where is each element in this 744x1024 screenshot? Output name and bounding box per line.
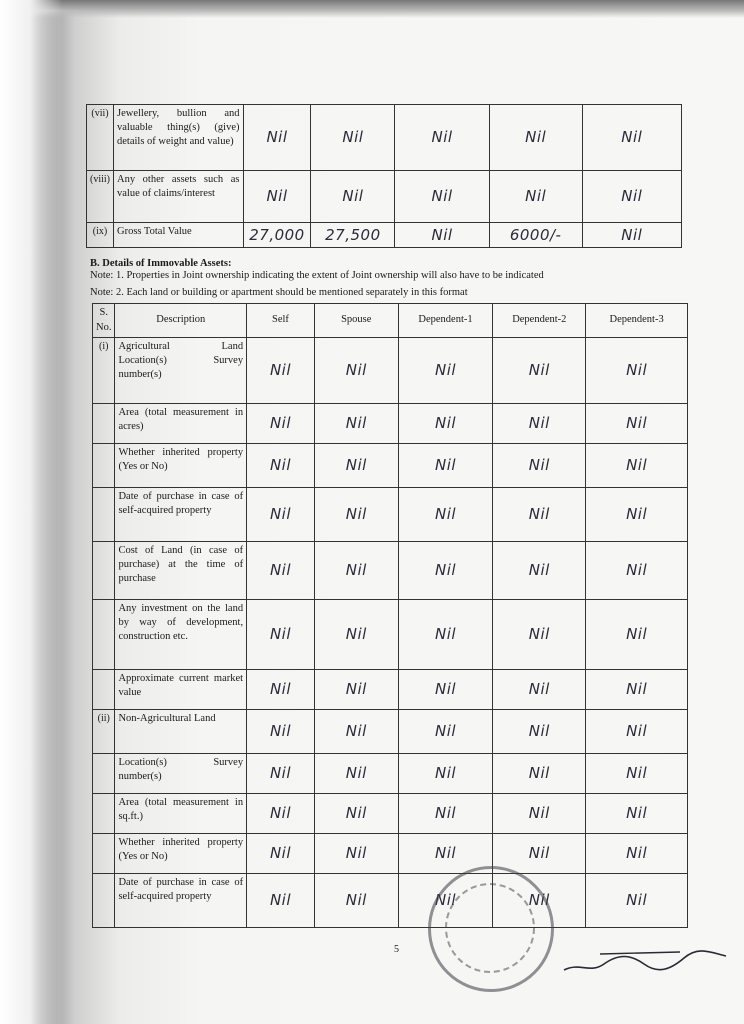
handwritten-value: Nil (398, 794, 493, 834)
handwritten-value: Nil (314, 794, 398, 834)
handwritten-value: Nil (489, 171, 582, 223)
handwritten-value: Nil (247, 794, 315, 834)
table-row (87, 223, 682, 248)
handwritten-value: Nil (493, 670, 586, 710)
handwritten-value: Nil (586, 404, 688, 444)
handwritten-value: Nil (398, 404, 493, 444)
handwritten-value: Nil (395, 171, 489, 223)
handwritten-value: Nil (398, 338, 493, 404)
handwritten-value: Nil (493, 338, 586, 404)
handwritten-value: Nil (243, 105, 311, 171)
handwritten-value: Nil (586, 754, 688, 794)
handwritten-value: Nil (314, 874, 398, 928)
handwritten-value: Nil (586, 710, 688, 754)
handwritten-value: Nil (493, 710, 586, 754)
handwritten-value: Nil (314, 670, 398, 710)
handwritten-value: Nil (247, 542, 315, 600)
row-description: Jewellery, bullion and valuable thing(s) (give) details of weight and value) (114, 105, 244, 171)
signature (560, 940, 730, 980)
row-description: Agricultural Land Location(s) Survey number(s) (115, 338, 247, 404)
scan-margin-left (0, 0, 62, 1024)
handwritten-value: Nil (398, 754, 493, 794)
table-row (93, 794, 688, 834)
row-description: Whether inherited property (Yes or No) (115, 444, 247, 488)
table-row (87, 105, 682, 171)
row-description: Cost of Land (in case of purchase) at the time of purchase (115, 542, 247, 600)
table-row (93, 404, 688, 444)
row-description: Any investment on the land by way of development, construction etc. (115, 600, 247, 670)
handwritten-value: Nil (586, 488, 688, 542)
handwritten-value: Nil (493, 488, 586, 542)
handwritten-value: Nil (314, 404, 398, 444)
handwritten-value: Nil (398, 488, 493, 542)
handwritten-value: Nil (582, 105, 681, 171)
table-row (93, 444, 688, 488)
table-row (87, 171, 682, 223)
row-description: Location(s) Survey number(s) (115, 754, 247, 794)
handwritten-value: Nil (247, 338, 315, 404)
table-row (93, 834, 688, 874)
page-number: 5 (394, 944, 399, 955)
scan-shadow-top (0, 0, 744, 18)
row-description: Non-Agricultural Land (115, 710, 247, 754)
handwritten-value: Nil (314, 488, 398, 542)
note-1: Note: 1. Properties in Joint ownership indicating the extent of Joint ownership will also have to be indicated (90, 270, 544, 281)
handwritten-value: Nil (395, 105, 489, 171)
immovable-assets-heading: B. Details of Immovable Assets: (90, 258, 232, 269)
handwritten-value: Nil (489, 105, 582, 171)
handwritten-value: Nil (311, 171, 395, 223)
handwritten-value: Nil (314, 710, 398, 754)
column-header: Self (247, 304, 315, 338)
handwritten-value: Nil (247, 488, 315, 542)
handwritten-value: Nil (586, 338, 688, 404)
row-number (93, 794, 115, 834)
row-number (93, 670, 115, 710)
handwritten-value: 6000/- (489, 223, 582, 248)
row-description: Area (total measurement in sq.ft.) (115, 794, 247, 834)
table-row (93, 754, 688, 794)
immovable-assets-table (92, 303, 688, 928)
handwritten-value: Nil (314, 834, 398, 874)
handwritten-value: Nil (582, 171, 681, 223)
handwritten-value: Nil (247, 874, 315, 928)
handwritten-value: Nil (311, 105, 395, 171)
row-description: Approximate current market value (115, 670, 247, 710)
column-header: Spouse (314, 304, 398, 338)
handwritten-value: Nil (586, 542, 688, 600)
handwritten-value: Nil (493, 754, 586, 794)
row-number (93, 874, 115, 928)
table-row (93, 488, 688, 542)
column-header: Dependent-3 (586, 304, 688, 338)
handwritten-value: Nil (586, 444, 688, 488)
handwritten-value: Nil (493, 404, 586, 444)
handwritten-value: Nil (586, 600, 688, 670)
row-number (93, 754, 115, 794)
handwritten-value: Nil (247, 444, 315, 488)
handwritten-value: Nil (398, 834, 493, 874)
row-number (93, 834, 115, 874)
handwritten-value: Nil (314, 600, 398, 670)
row-description: Gross Total Value (114, 223, 244, 248)
table-header-row (93, 304, 688, 338)
handwritten-value: Nil (586, 874, 688, 928)
handwritten-value: Nil (395, 223, 489, 248)
handwritten-value: Nil (247, 404, 315, 444)
movable-assets-table (86, 104, 682, 248)
official-seal-stamp (428, 866, 554, 992)
column-header: S. No. (93, 304, 115, 338)
row-description: Any other assets such as value of claims/interest (114, 171, 244, 223)
row-number: (i) (93, 338, 115, 404)
row-number (93, 542, 115, 600)
table-row (93, 710, 688, 754)
handwritten-value: Nil (586, 834, 688, 874)
handwritten-value: Nil (398, 710, 493, 754)
table-row (93, 670, 688, 710)
handwritten-value: Nil (582, 223, 681, 248)
handwritten-value: Nil (493, 874, 586, 928)
handwritten-value: Nil (314, 444, 398, 488)
handwritten-value: Nil (247, 834, 315, 874)
handwritten-value: Nil (398, 874, 493, 928)
row-number: (ix) (87, 223, 114, 248)
handwritten-value: Nil (586, 794, 688, 834)
handwritten-value: Nil (398, 542, 493, 600)
row-number: (viii) (87, 171, 114, 223)
row-description: Area (total measurement in acres) (115, 404, 247, 444)
handwritten-value: Nil (314, 542, 398, 600)
column-header: Dependent-1 (398, 304, 493, 338)
handwritten-value: Nil (493, 444, 586, 488)
table-row (93, 542, 688, 600)
handwritten-value: Nil (493, 834, 586, 874)
table-row (93, 338, 688, 404)
row-description: Whether inherited property (Yes or No) (115, 834, 247, 874)
handwritten-value: Nil (398, 600, 493, 670)
column-header: Description (115, 304, 247, 338)
handwritten-value: Nil (247, 600, 315, 670)
handwritten-value: Nil (493, 542, 586, 600)
row-number (93, 600, 115, 670)
handwritten-value: Nil (247, 754, 315, 794)
handwritten-value: Nil (247, 710, 315, 754)
handwritten-value: Nil (586, 670, 688, 710)
handwritten-value: Nil (398, 444, 493, 488)
handwritten-value: 27,000 (243, 223, 311, 248)
handwritten-value: Nil (493, 794, 586, 834)
handwritten-value: Nil (314, 338, 398, 404)
column-header: Dependent-2 (493, 304, 586, 338)
row-number (93, 444, 115, 488)
handwritten-value: 27,500 (311, 223, 395, 248)
handwritten-value: Nil (493, 600, 586, 670)
handwritten-value: Nil (398, 670, 493, 710)
handwritten-value: Nil (243, 171, 311, 223)
handwritten-value: Nil (247, 670, 315, 710)
row-description: Date of purchase in case of self-acquired property (115, 488, 247, 542)
row-number (93, 488, 115, 542)
row-number: (ii) (93, 710, 115, 754)
row-number: (vii) (87, 105, 114, 171)
handwritten-value: Nil (314, 754, 398, 794)
table-row (93, 874, 688, 928)
row-description: Date of purchase in case of self-acquired property (115, 874, 247, 928)
note-2: Note: 2. Each land or building or apartment should be mentioned separately in this format (90, 287, 468, 298)
row-number (93, 404, 115, 444)
table-row (93, 600, 688, 670)
